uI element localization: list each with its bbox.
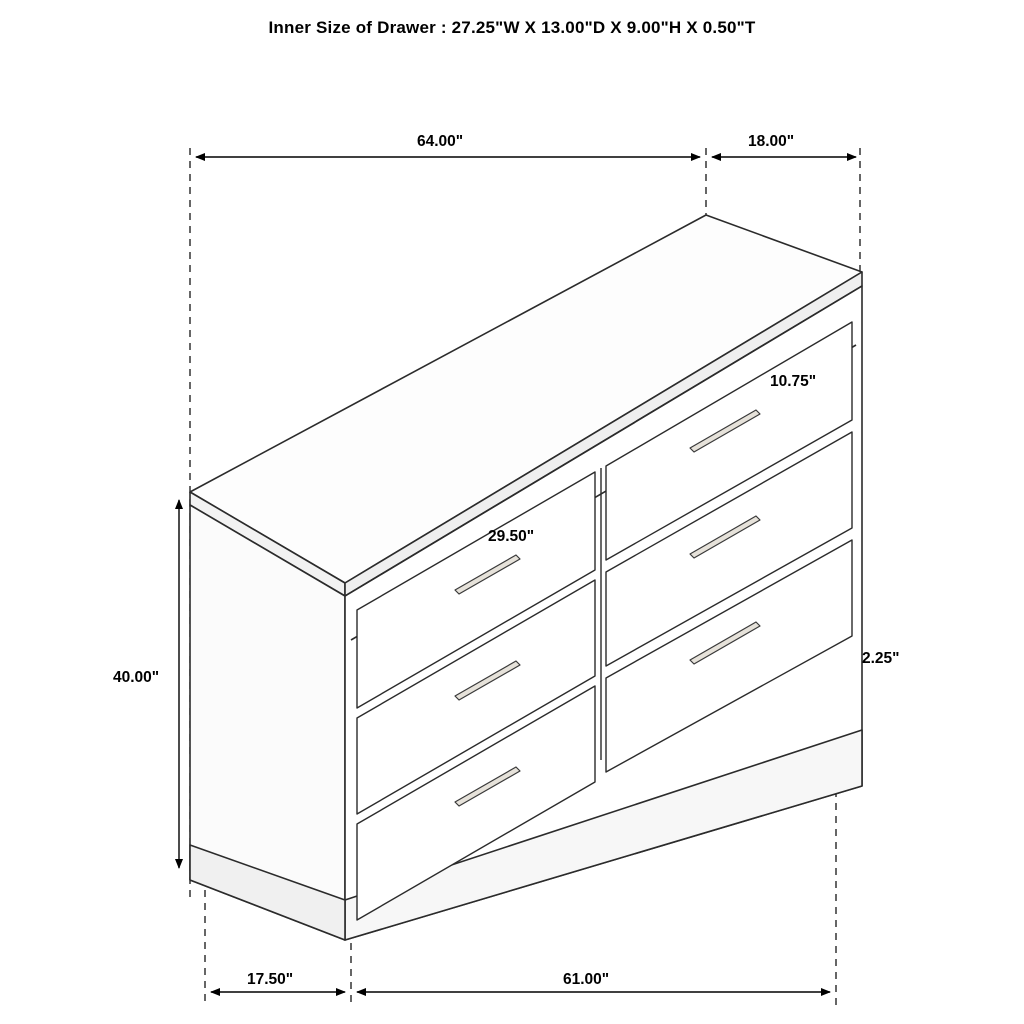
page-title: Inner Size of Drawer : 27.25"W X 13.00"D X 9.00"H X 0.50"T: [268, 18, 756, 37]
dim-label-overall-width: 64.00": [417, 133, 464, 150]
dim-label-base-height: 2.25": [862, 650, 900, 667]
dim-label-diagonal: 29.50": [488, 528, 535, 545]
dim-label-top-section-height: 10.75": [770, 373, 817, 390]
dim-label-depth-top: 18.00": [748, 133, 795, 150]
dim-label-overall-height: 40.00": [113, 669, 160, 686]
dim-label-base-depth: 17.50": [247, 971, 294, 988]
dim-label-base-width: 61.00": [563, 971, 610, 988]
